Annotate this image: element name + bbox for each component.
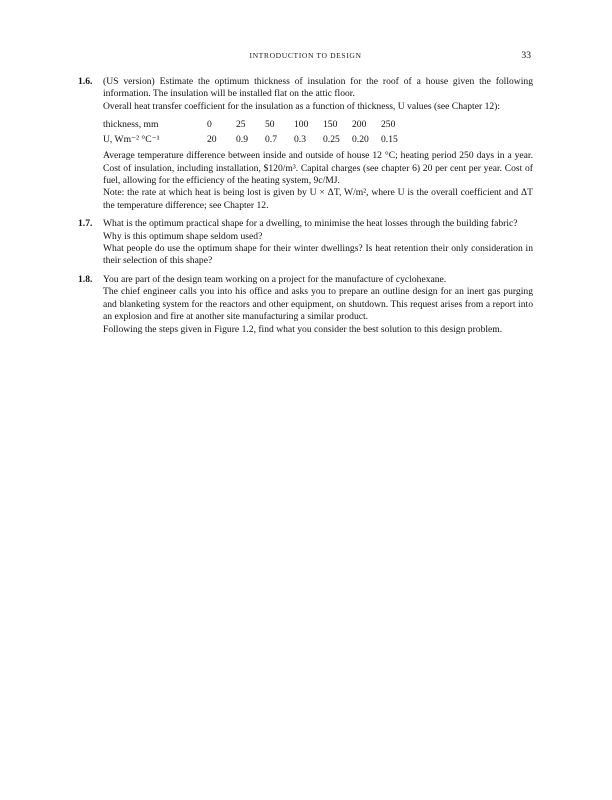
table-cell: 0.25 xyxy=(323,134,340,146)
table-cell: 20 xyxy=(207,134,217,146)
table-cell: 0.9 xyxy=(236,134,248,146)
paragraph: The chief engineer calls you into his office and asks you to prepare an outline design for an inert gas purging and blanketing system for the reactors and other equipment, on shutdown. This request arises from a report into an explosion and fire at another site manufacturing a similar product. xyxy=(103,286,533,323)
paragraph: You are part of the design team working on a project for the manufacture of cyclohexane. xyxy=(103,273,447,285)
problem-body xyxy=(103,218,533,268)
table-row-label: thickness, mm xyxy=(103,119,159,131)
table-row-thickness xyxy=(103,117,410,132)
problem-number: 1.7. xyxy=(78,218,93,230)
u-values-table xyxy=(103,117,410,147)
page-number: 33 xyxy=(521,50,531,61)
table-cell: 100 xyxy=(294,119,309,131)
paragraph: Why is this optimum shape seldom used? xyxy=(103,230,263,242)
table-cell: 200 xyxy=(352,119,367,131)
table-cell: 0.7 xyxy=(265,134,277,146)
paragraph: (US version) Estimate the optimum thickness of insulation for the roof of a house given the following information. The insulation will be installed flat on the attic floor. xyxy=(103,76,533,100)
table-cell: 250 xyxy=(381,119,396,131)
paragraph: What people do use the optimum shape for their winter dwellings? Is heat retention their only consideration in their selection of this shape? xyxy=(103,243,533,267)
table-cell: 0.15 xyxy=(381,134,398,146)
table-row-u-values xyxy=(103,132,410,147)
table-cell: 0 xyxy=(207,119,212,131)
paragraph: Following the steps given in Figure 1.2, find what you consider the best solution to this design problem. xyxy=(103,323,503,335)
problem-body xyxy=(103,76,533,212)
paragraph: Note: the rate at which heat is being lost is given by U × ΔT, W/m², where U is the overall coefficient and ΔT the temperature difference; see Chapter 12. xyxy=(103,187,533,211)
table-cell: 0.20 xyxy=(352,134,369,146)
problem-number: 1.8. xyxy=(78,273,93,285)
paragraph: Average temperature difference between inside and outside of house 12 °C; heating period 250 days in a year. Cost of insulation, including installation, $120/m³. Capital charges (see chapter 6) 20 per cent per year. Cost of fuel, allowing for the efficiency of the heating system, 9c/MJ. xyxy=(103,150,533,187)
table-cell: 0.3 xyxy=(294,134,306,146)
table-cell: 25 xyxy=(236,119,246,131)
problem-1-8 xyxy=(78,274,533,336)
table-cell: 150 xyxy=(323,119,338,131)
running-head: INTRODUCTION TO DESIGN xyxy=(249,51,362,60)
paragraph: What is the optimum practical shape for a dwelling, to minimise the heat losses through the building fabric? xyxy=(103,218,518,230)
problem-1-6 xyxy=(78,76,533,212)
page-header xyxy=(78,50,533,64)
problem-1-7 xyxy=(78,218,533,268)
table-row-label: U, Wm⁻² °C⁻¹ xyxy=(103,134,160,146)
problem-number: 1.6. xyxy=(78,76,93,87)
paragraph: Overall heat transfer coefficient for the insulation as a function of thickness, U values (see Chapter 12): xyxy=(103,100,501,112)
table-cell: 50 xyxy=(265,119,275,131)
problem-body xyxy=(103,274,533,336)
